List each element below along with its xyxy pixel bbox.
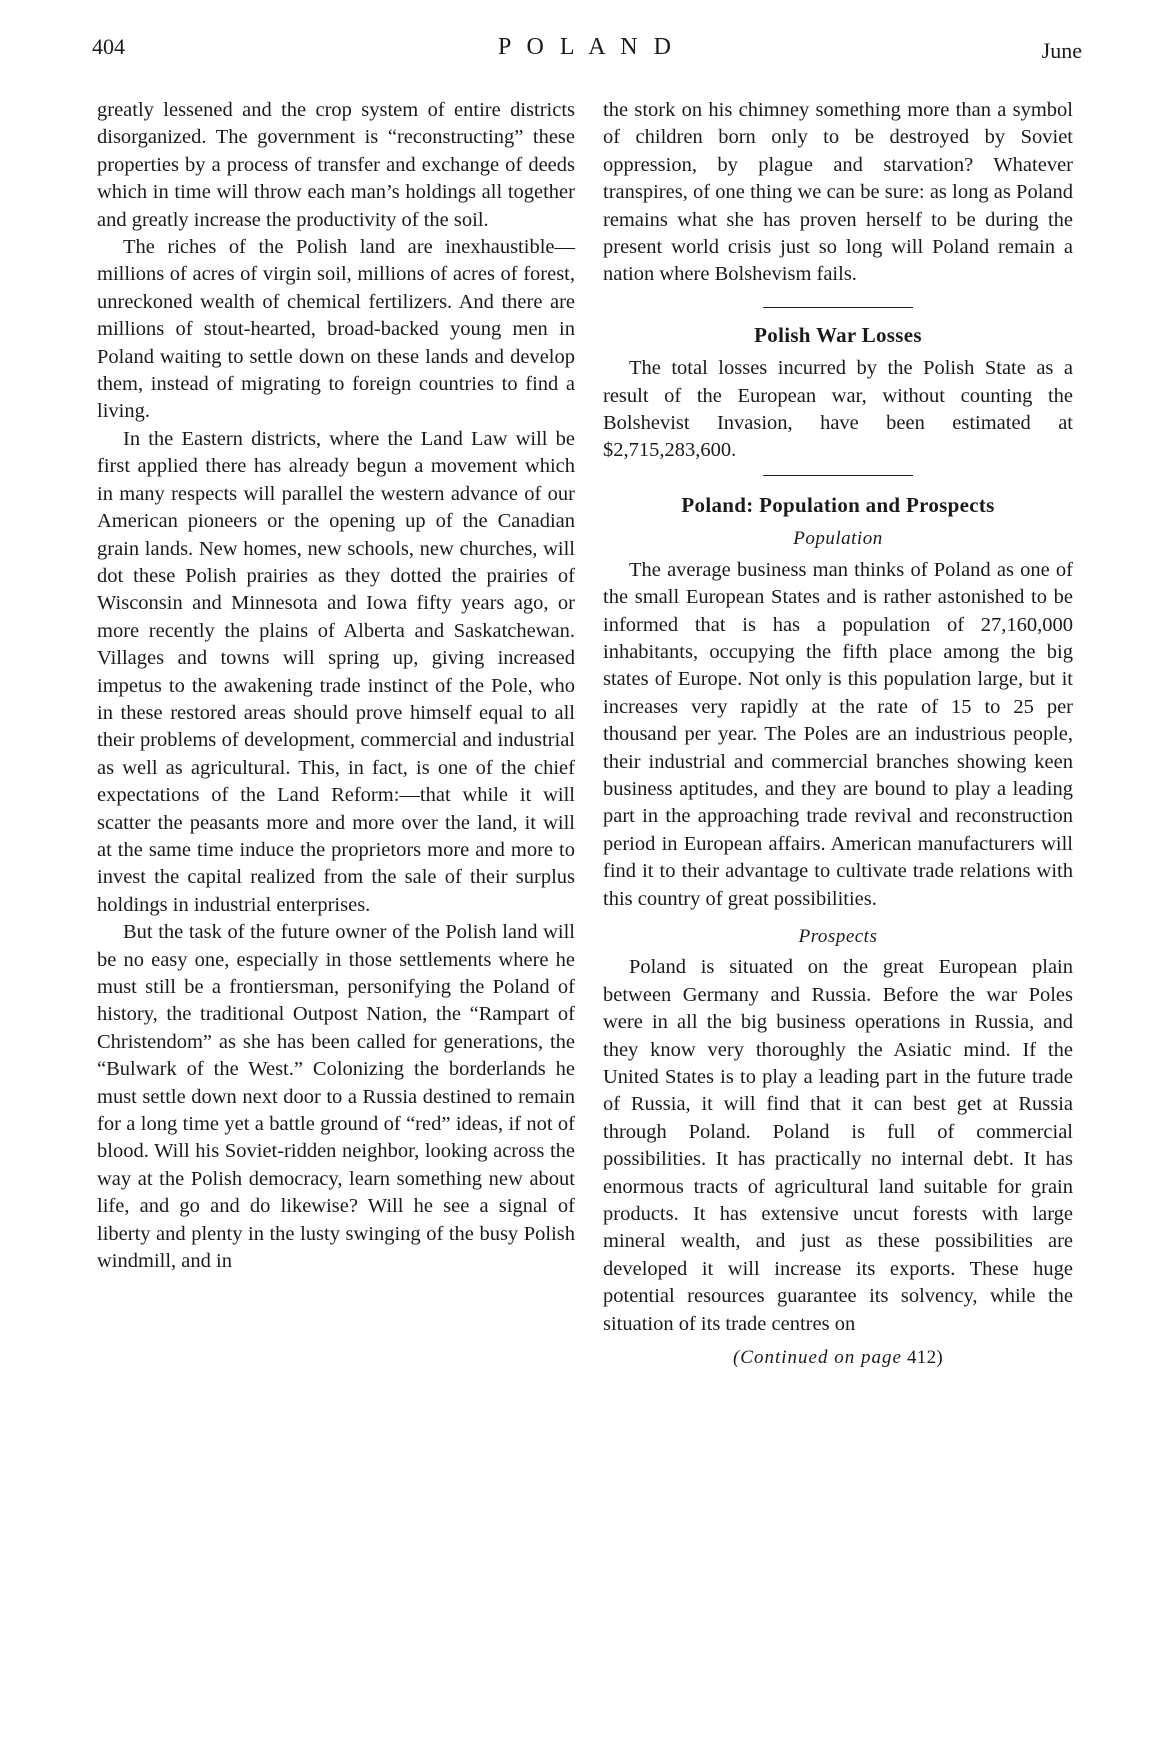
paragraph-prospects: Poland is situated on the great European plain between Germany and Russia. Before the war Poles were in all the big business operations in Russia, and they know very thoroughly the Asiatic mind. If the United States is to play a leading part in the future trade of Russia, it will find that it can best get at Russia through Poland. Poland is full of commercial possibilities. It has practically no internal debt. It has enormous tracts of agricultural land suitable for grain products. It has extensive uncut forests with large mineral wealth, and just as these possibilities are developed it will increase its exports. These huge potential resources guarantee its solvency, while the situation of its trade centres on — [603, 956, 1073, 1335]
prospects-subheading: Prospects — [798, 925, 878, 947]
section-divider — [763, 475, 913, 476]
running-title: P O L A N D — [498, 34, 676, 60]
population-subheading: Population — [793, 528, 883, 550]
population-prospects-heading: Poland: Population and Prospects — [681, 492, 995, 517]
continued-page-number: 412) — [906, 1347, 944, 1369]
paragraph-crop-system: greatly lessened and the crop system of entire districts disorganized. The government is “reconstructing” these properties by a process of transfer and exchange of deeds which in time will throw each man’s holdings all together and greatly increase the productivity of the soil. — [97, 99, 575, 231]
page-header — [92, 34, 1082, 74]
page-number: 404 — [92, 34, 125, 59]
paragraph-population: The average business man thinks of Poland as one of the small European States and is rather astonished to be informed that is has a population of 27,160,000 inhabitants, occupying the fifth place among the big states of Europe. Not only is this population large, but it increases very rapidly at the rate of 15 to 25 per thousand per year. The Poles are an industrious people, their industrial and commercial branches showing keen business aptitudes, and they are bound to play a leading part in the approaching trade revival and reconstruction period in European affairs. American manufacturers will find it to their advantage to cultivate trade relations with this country of great possibilities. — [603, 558, 1073, 910]
paragraph-future-owner: But the task of the future owner of the Polish land will be no easy one, especially in those settlements where he must still be a frontiersman, personifying the Poland of history, the traditional Outpost Nation, the “Rampart of Christendom” as she has been called for generations, the “Bulwark of the West.” Colonizing the borderlands he must settle down next door to a Russia destined to remain for a long time yet a battle ground of “red” ideas, if not of blood. Will his Soviet-ridden neighbor, looking across the way at the Polish democracy, learn something new about life, and go and do likewise? Will he see a signal of liberty and plenty in the lusty swinging of the busy Polish windmill, and in — [97, 921, 575, 1273]
section-divider — [763, 307, 913, 308]
paragraph-eastern-districts: In the Eastern districts, where the Land Law will be first applied there has already begun a movement which in many respects will parallel the western advance of our American pioneers or the opening up of the Canadian grain lands. New homes, new schools, new churches, will dot these Polish prairies as they dotted the prairies of Wisconsin and Minnesota and Iowa fifty years ago, or more recently the plains of Alberta and Saskatchewan. Villages and towns will spring up, giving increased impetus to the awakening trade instinct of the Pole, who in these restored areas should prove himself equal to all their problems of development, commercial and industrial as well as agricultural. This, in fact, is one of the chief expectations of the Land Reform:—that while it will scatter the peasants more and more over the land, it will at the same time induce the proprietors more and more to invest the capital realized from the sale of their surplus holdings in industrial enterprises. — [97, 427, 575, 916]
paragraph-war-losses: The total losses incurred by the Polish State as a result of the European war, without counting the Bolshevist Invasion, have been estimated at $2,715,283,600. — [603, 357, 1073, 462]
paragraph-stork: the stork on his chimney something more than a symbol of children born only to be destroyed by Soviet oppression, by plague and starvation? Whatever transpires, of one thing we can be sure: as long as Poland remains what she has proven herself to be during the present world crisis just so long will Poland remain a nation where Bolshevism fails. — [603, 99, 1073, 286]
left-column — [97, 97, 575, 1275]
right-column — [603, 97, 1073, 1371]
issue-month: June — [1041, 38, 1082, 63]
paragraph-riches: The riches of the Polish land are inexhaustible—millions of acres of virgin soil, millions of acres of forest, unreckoned wealth of chemical fertilizers. And there are millions of stout-hearted, broad-backed young men in Poland waiting to settle down on these lands and develop them, instead of migrating to foreign countries to find a living. — [97, 236, 575, 423]
war-losses-heading: Polish War Losses — [754, 322, 922, 347]
continued-note — [603, 1344, 1073, 1371]
continued-italic: (Continued on page — [732, 1347, 902, 1369]
